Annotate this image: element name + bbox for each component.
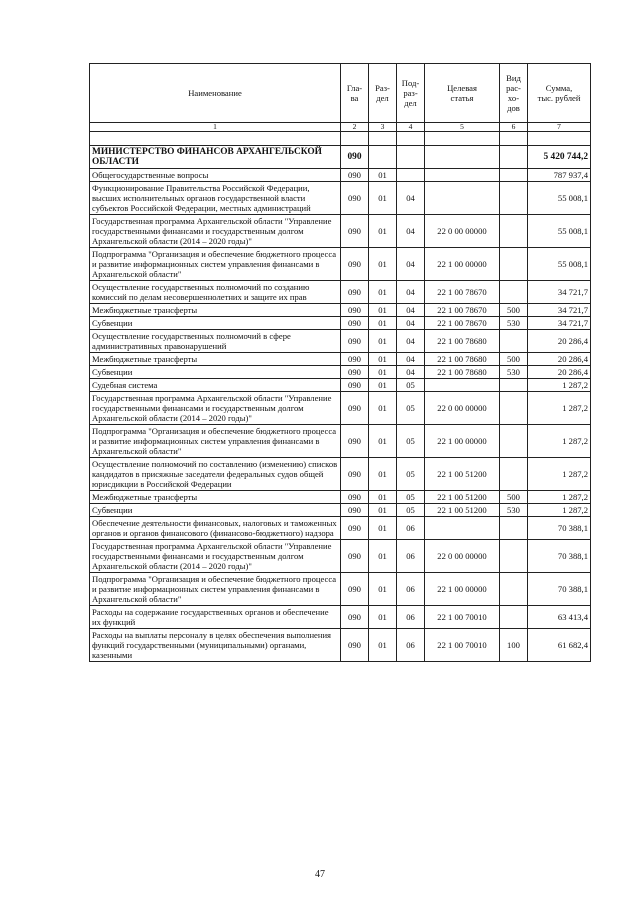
row-statya: 22 1 00 78670 — [425, 317, 500, 330]
column-number: 1 — [90, 123, 341, 132]
column-number: 3 — [369, 123, 397, 132]
row-statya: 22 1 00 51200 — [425, 491, 500, 504]
row-name: Судебная система — [90, 379, 341, 392]
table-row — [90, 330, 591, 353]
budget-table — [89, 63, 591, 662]
row-podrazdel: 05 — [397, 491, 425, 504]
col-header-podrazdel: Под- раз- дел — [397, 64, 425, 123]
row-statya: 22 1 00 51200 — [425, 504, 500, 517]
row-name: Субвенции — [90, 366, 341, 379]
row-summa: 55 008,1 — [528, 215, 591, 248]
col-header-vid: Вид рас- хо- дов — [500, 64, 528, 123]
row-glava: 090 — [341, 215, 369, 248]
table-row — [90, 491, 591, 504]
row-glava: 090 — [341, 491, 369, 504]
table-row — [90, 504, 591, 517]
row-name: Государственная программа Архангельской области "Управление государственными финансами и государственным долгом Архангельской области (2014 – 2020 годы)" — [90, 392, 341, 425]
column-number: 7 — [528, 123, 591, 132]
row-glava: 090 — [341, 504, 369, 517]
row-name: Субвенции — [90, 504, 341, 517]
row-razdel: 01 — [369, 215, 397, 248]
row-razdel: 01 — [369, 504, 397, 517]
table-row — [90, 458, 591, 491]
row-name: МИНИСТЕРСТВО ФИНАНСОВ АРХАНГЕЛЬСКОЙ ОБЛАСТИ — [90, 146, 341, 169]
column-number: 4 — [397, 123, 425, 132]
row-podrazdel: 05 — [397, 504, 425, 517]
row-vid — [500, 606, 528, 629]
row-name: Расходы на содержание государственных органов и обеспечение их функций — [90, 606, 341, 629]
row-vid: 500 — [500, 304, 528, 317]
row-name: Подпрограмма "Организация и обеспечение бюджетного процесса и развитие информационных систем управления финансами в Архангельской области" — [90, 425, 341, 458]
table-row — [90, 366, 591, 379]
row-glava: 090 — [341, 573, 369, 606]
row-vid — [500, 517, 528, 540]
row-podrazdel: 04 — [397, 281, 425, 304]
row-summa: 1 287,2 — [528, 379, 591, 392]
row-name: Субвенции — [90, 317, 341, 330]
row-podrazdel — [397, 146, 425, 169]
column-number: 5 — [425, 123, 500, 132]
page-number: 47 — [315, 869, 325, 880]
row-glava: 090 — [341, 392, 369, 425]
row-razdel — [369, 146, 397, 169]
table-row — [90, 540, 591, 573]
row-razdel: 01 — [369, 606, 397, 629]
row-razdel: 01 — [369, 458, 397, 491]
row-razdel: 01 — [369, 392, 397, 425]
table-row — [90, 517, 591, 540]
row-name: Общегосударственные вопросы — [90, 169, 341, 182]
row-summa: 20 286,4 — [528, 330, 591, 353]
row-statya: 22 0 00 00000 — [425, 540, 500, 573]
row-glava: 090 — [341, 379, 369, 392]
col-header-glava: Гла- ва — [341, 64, 369, 123]
row-vid: 500 — [500, 491, 528, 504]
row-podrazdel: 04 — [397, 215, 425, 248]
row-glava: 090 — [341, 281, 369, 304]
row-summa: 5 420 744,2 — [528, 146, 591, 169]
row-razdel: 01 — [369, 573, 397, 606]
row-podrazdel — [397, 169, 425, 182]
row-glava: 090 — [341, 366, 369, 379]
row-statya — [425, 182, 500, 215]
table-row — [90, 146, 591, 169]
row-glava: 090 — [341, 304, 369, 317]
row-statya: 22 1 00 51200 — [425, 458, 500, 491]
row-razdel: 01 — [369, 304, 397, 317]
row-vid — [500, 248, 528, 281]
row-statya — [425, 517, 500, 540]
col-header-statya: Целевая статья — [425, 64, 500, 123]
row-glava: 090 — [341, 182, 369, 215]
row-summa: 55 008,1 — [528, 182, 591, 215]
row-razdel: 01 — [369, 629, 397, 662]
row-vid: 100 — [500, 629, 528, 662]
column-number: 6 — [500, 123, 528, 132]
row-podrazdel: 04 — [397, 366, 425, 379]
row-statya: 22 1 00 78680 — [425, 330, 500, 353]
row-vid — [500, 458, 528, 491]
row-razdel: 01 — [369, 353, 397, 366]
row-name: Подпрограмма "Организация и обеспечение бюджетного процесса и развитие информационных систем управления финансами в Архангельской области" — [90, 573, 341, 606]
row-summa: 70 388,1 — [528, 540, 591, 573]
row-name: Межбюджетные трансферты — [90, 353, 341, 366]
row-summa: 20 286,4 — [528, 353, 591, 366]
table-row — [90, 281, 591, 304]
row-podrazdel: 05 — [397, 379, 425, 392]
row-razdel: 01 — [369, 366, 397, 379]
row-statya — [425, 169, 500, 182]
col-header-summa: Сумма, тыс. рублей — [528, 64, 591, 123]
row-vid: 530 — [500, 366, 528, 379]
row-name: Подпрограмма "Организация и обеспечение бюджетного процесса и развитие информационных систем управления финансами в Архангельской области" — [90, 248, 341, 281]
row-statya: 22 1 00 00000 — [425, 248, 500, 281]
row-glava: 090 — [341, 629, 369, 662]
row-podrazdel: 04 — [397, 248, 425, 281]
col-header-razdel: Раз- дел — [369, 64, 397, 123]
row-razdel: 01 — [369, 491, 397, 504]
row-razdel: 01 — [369, 317, 397, 330]
row-podrazdel: 04 — [397, 182, 425, 215]
row-summa: 1 287,2 — [528, 504, 591, 517]
row-podrazdel: 06 — [397, 629, 425, 662]
row-glava: 090 — [341, 540, 369, 573]
row-name: Осуществление полномочий по составлению (изменению) списков кандидатов в присяжные заседатели федеральных судов общей юрисдикции в Российской Федерации — [90, 458, 341, 491]
row-podrazdel: 05 — [397, 392, 425, 425]
row-podrazdel: 04 — [397, 330, 425, 353]
row-name: Обеспечение деятельности финансовых, налоговых и таможенных органов и органов финансового (финансово-бюджетного) надзора — [90, 517, 341, 540]
table-row — [90, 392, 591, 425]
row-podrazdel: 06 — [397, 517, 425, 540]
table-row — [90, 182, 591, 215]
row-vid — [500, 540, 528, 573]
row-glava: 090 — [341, 146, 369, 169]
row-razdel: 01 — [369, 425, 397, 458]
row-glava: 090 — [341, 517, 369, 540]
row-summa: 70 388,1 — [528, 517, 591, 540]
column-number: 2 — [341, 123, 369, 132]
row-summa: 1 287,2 — [528, 491, 591, 504]
row-podrazdel: 04 — [397, 353, 425, 366]
table-row — [90, 425, 591, 458]
row-summa: 34 721,7 — [528, 281, 591, 304]
row-statya: 22 1 00 00000 — [425, 425, 500, 458]
row-summa: 61 682,4 — [528, 629, 591, 662]
row-razdel: 01 — [369, 330, 397, 353]
row-razdel: 01 — [369, 169, 397, 182]
row-glava: 090 — [341, 353, 369, 366]
row-vid — [500, 330, 528, 353]
row-summa: 70 388,1 — [528, 573, 591, 606]
row-statya: 22 1 00 00000 — [425, 573, 500, 606]
row-summa: 55 008,1 — [528, 248, 591, 281]
table-row — [90, 215, 591, 248]
col-header-name: Наименование — [90, 64, 341, 123]
row-glava: 090 — [341, 330, 369, 353]
row-glava: 090 — [341, 458, 369, 491]
row-razdel: 01 — [369, 182, 397, 215]
row-razdel: 01 — [369, 517, 397, 540]
row-razdel: 01 — [369, 379, 397, 392]
row-summa: 1 287,2 — [528, 425, 591, 458]
table-row — [90, 353, 591, 366]
row-podrazdel: 05 — [397, 425, 425, 458]
row-statya: 22 1 00 78670 — [425, 281, 500, 304]
row-name: Государственная программа Архангельской области "Управление государственными финансами и государственным долгом Архангельской области (2014 – 2020 годы)" — [90, 540, 341, 573]
row-vid — [500, 392, 528, 425]
row-statya — [425, 146, 500, 169]
table-row — [90, 606, 591, 629]
row-summa: 787 937,4 — [528, 169, 591, 182]
row-vid — [500, 379, 528, 392]
row-statya: 22 1 00 78680 — [425, 366, 500, 379]
row-name: Функционирование Правительства Российской Федерации, высших исполнительных органов государственной власти субъектов Российской Федерации, местных администраций — [90, 182, 341, 215]
row-podrazdel: 04 — [397, 317, 425, 330]
row-podrazdel: 04 — [397, 304, 425, 317]
row-razdel: 01 — [369, 540, 397, 573]
row-summa: 20 286,4 — [528, 366, 591, 379]
row-vid — [500, 573, 528, 606]
row-name: Расходы на выплаты персоналу в целях обеспечения выполнения функций государственными (муниципальными) органами, казенными — [90, 629, 341, 662]
row-summa: 34 721,7 — [528, 317, 591, 330]
column-number-row — [90, 123, 591, 132]
row-glava: 090 — [341, 425, 369, 458]
row-glava: 090 — [341, 169, 369, 182]
row-statya: 22 1 00 70010 — [425, 629, 500, 662]
row-statya: 22 0 00 00000 — [425, 215, 500, 248]
row-vid — [500, 425, 528, 458]
row-summa: 63 413,4 — [528, 606, 591, 629]
row-name: Осуществление государственных полномочий в сфере административных правонарушений — [90, 330, 341, 353]
row-vid — [500, 215, 528, 248]
spacer-row — [90, 132, 591, 146]
table-row — [90, 317, 591, 330]
row-vid — [500, 146, 528, 169]
row-statya: 22 1 00 78670 — [425, 304, 500, 317]
table-row — [90, 248, 591, 281]
row-podrazdel: 06 — [397, 573, 425, 606]
row-glava: 090 — [341, 248, 369, 281]
row-vid: 530 — [500, 317, 528, 330]
table-row — [90, 573, 591, 606]
row-name: Осуществление государственных полномочий по созданию комиссий по делам несовершеннолетних и защите их прав — [90, 281, 341, 304]
table-row — [90, 379, 591, 392]
row-razdel: 01 — [369, 248, 397, 281]
row-vid — [500, 169, 528, 182]
row-glava: 090 — [341, 606, 369, 629]
row-podrazdel: 06 — [397, 606, 425, 629]
table-row — [90, 304, 591, 317]
row-glava: 090 — [341, 317, 369, 330]
row-vid — [500, 281, 528, 304]
row-name: Межбюджетные трансферты — [90, 304, 341, 317]
table-row — [90, 629, 591, 662]
row-vid: 500 — [500, 353, 528, 366]
row-podrazdel: 06 — [397, 540, 425, 573]
table-body — [90, 146, 591, 662]
table-row — [90, 169, 591, 182]
row-statya: 22 0 00 00000 — [425, 392, 500, 425]
row-statya: 22 1 00 70010 — [425, 606, 500, 629]
row-podrazdel: 05 — [397, 458, 425, 491]
row-vid — [500, 182, 528, 215]
row-statya — [425, 379, 500, 392]
row-razdel: 01 — [369, 281, 397, 304]
header-row — [90, 64, 591, 123]
row-name: Государственная программа Архангельской области "Управление государственными финансами и государственным долгом Архангельской области (2014 – 2020 годы)" — [90, 215, 341, 248]
row-name: Межбюджетные трансферты — [90, 491, 341, 504]
row-statya: 22 1 00 78680 — [425, 353, 500, 366]
row-summa: 1 287,2 — [528, 458, 591, 491]
row-summa: 34 721,7 — [528, 304, 591, 317]
row-vid: 530 — [500, 504, 528, 517]
row-summa: 1 287,2 — [528, 392, 591, 425]
